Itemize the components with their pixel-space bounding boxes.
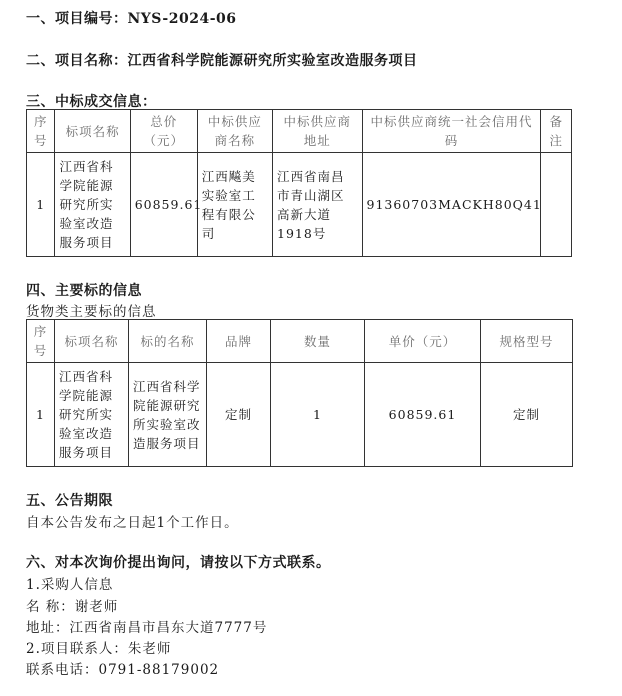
notice-period-title: 五、公告期限	[26, 493, 113, 509]
subject-section-title: 四、主要标的信息	[26, 283, 142, 299]
subject-table-header	[27, 320, 573, 363]
subject-section-subtitle: 货物类主要标的信息	[26, 304, 157, 320]
subject-header-quantity: 数量	[271, 320, 365, 363]
subject-cell-unit-price: 60859.61	[365, 363, 481, 467]
award-cell-lot-name: 江西省科学院能源研究所实验室改造服务项目	[55, 153, 130, 257]
project-number-value: NYS-2024-06	[127, 11, 237, 27]
project-name-value: 江西省科学院能源研究所实验室改造服务项目	[127, 53, 418, 69]
subject-cell-spec: 定制	[481, 363, 573, 467]
award-cell-credit-code: 91360703MACKH80Q41	[362, 153, 541, 257]
contact-line: 名 称：谢老师	[26, 599, 119, 615]
project-number-line	[26, 8, 236, 28]
project-name-line	[26, 50, 418, 70]
subject-cell-item-name: 江西省科学院能源研究所实验室改造服务项目	[129, 363, 207, 467]
subject-cell-brand: 定制	[207, 363, 271, 467]
award-table	[26, 109, 572, 257]
contact-section-title: 六、对本次询价提出询问，请按以下方式联系。	[26, 555, 331, 571]
award-cell-remark	[541, 153, 572, 257]
subject-cell-no: 1	[27, 363, 55, 467]
award-header-no: 序号	[27, 110, 55, 153]
subject-header-no: 序号	[27, 320, 55, 363]
award-cell-supplier: 江西飚美实验室工程有限公司	[197, 153, 272, 257]
project-name-label: 二、项目名称：	[26, 53, 128, 69]
contact-line: 1.采购人信息	[26, 577, 114, 593]
award-cell-no: 1	[27, 153, 55, 257]
award-header-lot-name: 标项名称	[55, 110, 130, 153]
subject-header-lot-name: 标项名称	[55, 320, 129, 363]
subject-header-spec: 规格型号	[481, 320, 573, 363]
subject-header-item-name: 标的名称	[129, 320, 207, 363]
award-header-remark: 备注	[541, 110, 572, 153]
subject-header-brand: 品牌	[207, 320, 271, 363]
award-header-credit-code: 中标供应商统一社会信用代码	[362, 110, 541, 153]
project-number-label: 一、项目编号：	[26, 11, 128, 27]
table-row	[27, 363, 573, 467]
contact-line: 地址：江西省南昌市昌东大道7777号	[26, 620, 268, 636]
subject-table	[26, 319, 573, 467]
award-table-header	[27, 110, 572, 153]
subject-cell-lot-name: 江西省科学院能源研究所实验室改造服务项目	[55, 363, 129, 467]
subject-header-unit-price: 单价（元）	[365, 320, 481, 363]
table-row	[27, 153, 572, 257]
notice-period-text: 自本公告发布之日起1个工作日。	[26, 515, 239, 531]
award-cell-total: 60859.61	[130, 153, 197, 257]
contact-line: 2.项目联系人：朱老师	[26, 641, 172, 657]
award-cell-address: 江西省南昌市青山湖区高新大道1918号	[273, 153, 362, 257]
award-header-supplier: 中标供应商名称	[197, 110, 272, 153]
subject-cell-quantity: 1	[271, 363, 365, 467]
contact-line: 联系电话：0791-88179002	[26, 662, 220, 678]
award-section-title: 三、中标成交信息：	[26, 94, 157, 110]
award-header-total: 总价（元）	[130, 110, 197, 153]
award-header-address: 中标供应商地址	[273, 110, 362, 153]
